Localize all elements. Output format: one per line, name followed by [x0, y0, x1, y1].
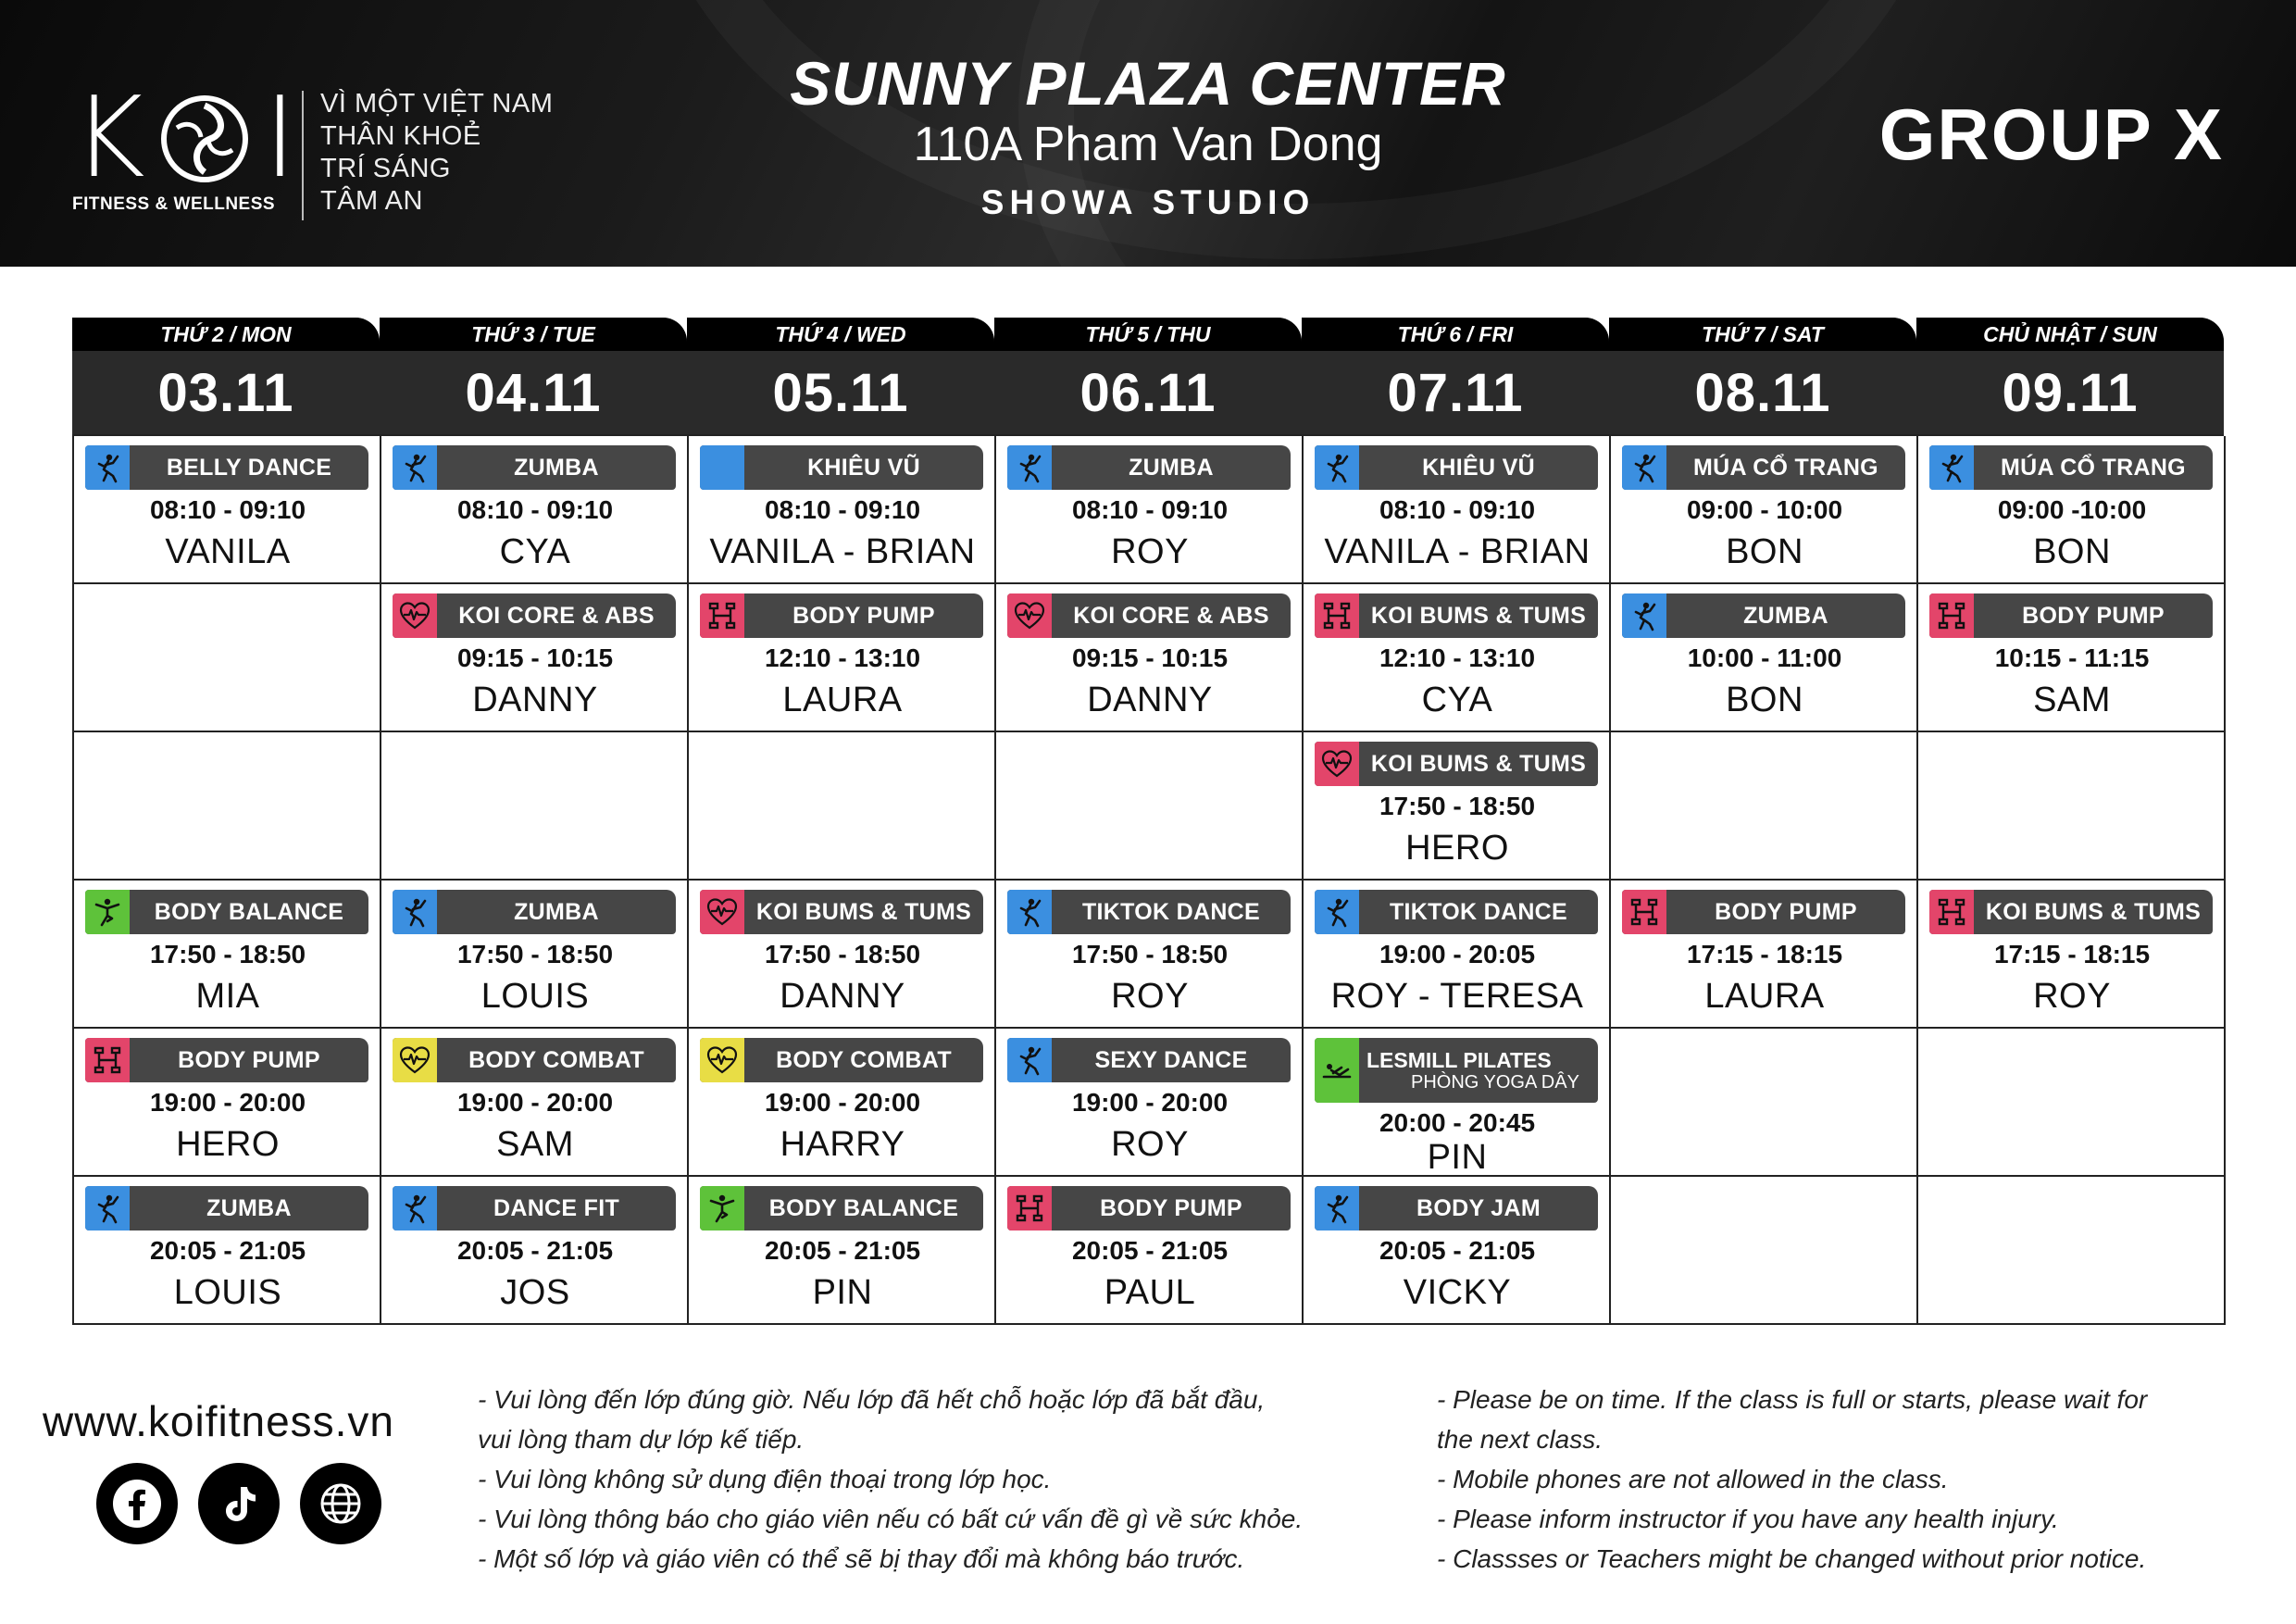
class-teacher: ROY - TERESA: [1330, 977, 1584, 1016]
class-slot: [1918, 881, 2226, 1029]
class-name: BELLY DANCE: [166, 454, 332, 481]
studio-name: SHOWA STUDIO: [980, 183, 1316, 221]
class-teacher: VICKY: [1403, 1273, 1512, 1312]
class-teacher: BON: [2033, 532, 2111, 571]
dancer-icon: [1007, 445, 1052, 490]
logo-divider: [302, 91, 304, 220]
class-time: 08:10 - 09:10: [764, 495, 921, 524]
class-name: BODY BALANCE: [768, 1194, 959, 1221]
heartbeat-icon: [700, 890, 744, 934]
dancer-icon: [1315, 1186, 1359, 1230]
barbell-icon: [1929, 890, 1974, 934]
pilates-icon: [1315, 1038, 1359, 1103]
class-teacher: SAM: [2033, 681, 2111, 719]
class-name: BODY PUMP: [1715, 898, 1857, 925]
class-time: 08:10 - 09:10: [1071, 495, 1229, 524]
empty-slot: [996, 732, 1304, 881]
class-slot: [689, 436, 996, 584]
logo-letter-k: K: [72, 74, 145, 203]
day-name: THỨ 5 / THU: [1085, 322, 1211, 346]
class-name: LESMILL PILATES: [1366, 1048, 1552, 1072]
class-slot: [74, 1177, 381, 1325]
class-slot: [689, 881, 996, 1029]
day-header: [72, 318, 380, 434]
class-title-bar: [1929, 890, 2213, 934]
class-slot: [996, 881, 1304, 1029]
empty-slot: [689, 732, 996, 881]
class-slot: [381, 1177, 689, 1325]
class-slot: [1304, 1177, 1611, 1325]
class-time: 09:15 - 10:15: [456, 643, 614, 672]
day-name: THỨ 3 / TUE: [471, 322, 595, 346]
class-time: 08:10 - 09:10: [1379, 495, 1536, 524]
website-link[interactable]: www.koifitness.vn: [43, 1397, 395, 1445]
class-teacher: HERO: [1405, 829, 1509, 868]
note-line: - Please be on time. If the class is full or starts, please wait for: [1437, 1385, 2148, 1414]
day-header: [687, 318, 994, 434]
note-line: - Classses or Teachers might be changed without prior notice.: [1437, 1544, 2147, 1573]
day-date: 07.11: [1387, 363, 1524, 423]
class-teacher: ROY: [1111, 532, 1189, 571]
class-slot: [381, 881, 689, 1029]
class-name: KHIÊU VŨ: [1422, 454, 1535, 481]
class-teacher: BON: [1726, 532, 1803, 571]
class-title-bar: [85, 1038, 368, 1082]
day-name: CHỦ NHẬT / SUN: [1983, 322, 2157, 346]
class-title-bar: [700, 593, 983, 638]
class-title-bar: [1007, 1038, 1291, 1082]
note-line: vui lòng tham dự lớp kế tiếp.: [478, 1425, 805, 1454]
class-title-bar: [85, 1186, 368, 1230]
class-schedule: [72, 318, 2224, 1325]
class-slot: [1304, 732, 1611, 881]
class-slot: [74, 881, 381, 1029]
dancer-icon: [1622, 593, 1666, 638]
class-time: 19:00 - 20:05: [1379, 940, 1536, 968]
class-title-bar: [1007, 1186, 1291, 1230]
class-slot: [1304, 584, 1611, 732]
class-name: KOI CORE & ABS: [1073, 602, 1269, 629]
class-title-bar: [700, 1186, 983, 1230]
header-banner: [0, 0, 2296, 267]
class-time: 17:50 - 18:50: [149, 940, 306, 968]
class-title-bar: [1315, 890, 1598, 934]
class-title-bar: [393, 1186, 676, 1230]
class-time: 10:00 - 11:00: [1687, 643, 1842, 672]
empty-slot: [74, 584, 381, 732]
class-teacher: VANILA: [165, 532, 291, 571]
day-header: [1916, 318, 2224, 434]
class-name: BODY PUMP: [792, 602, 935, 629]
heartbeat-icon: [1007, 593, 1052, 638]
slogan-line: THÂN KHOẺ: [320, 121, 481, 151]
day-header: [994, 318, 1302, 434]
day-header: [380, 318, 687, 434]
note-line: - Please inform instructor if you have any health injury.: [1437, 1505, 2059, 1533]
class-time: 19:00 - 20:00: [149, 1088, 306, 1117]
barbell-icon: [85, 1038, 130, 1082]
class-name: MÚA CỔ TRANG: [2001, 454, 2186, 481]
class-time: 19:00 - 20:00: [1071, 1088, 1229, 1117]
class-time: 09:15 - 10:15: [1071, 643, 1229, 672]
class-name: KOI CORE & ABS: [458, 602, 655, 629]
slogan-line: TÂM AN: [320, 186, 423, 216]
class-teacher: HERO: [176, 1125, 280, 1164]
class-teacher: SAM: [496, 1125, 574, 1164]
class-slot: [996, 1177, 1304, 1325]
class-teacher: MIA: [195, 977, 260, 1016]
venue-block: [704, 48, 1592, 222]
empty-slot: [381, 732, 689, 881]
dancer-icon: [1007, 1038, 1052, 1082]
class-teacher: CYA: [1421, 681, 1493, 719]
note-line: - Mobile phones are not allowed in the class.: [1437, 1465, 1949, 1493]
day-date: 05.11: [772, 363, 909, 423]
class-title-bar: [700, 1038, 983, 1082]
slogan-line: VÌ MỘT VIỆT NAM: [320, 89, 554, 119]
class-teacher: CYA: [499, 532, 571, 571]
class-room: PHÒNG YOGA DÂY: [1411, 1072, 1579, 1093]
group-title: GROUP X: [1878, 94, 2224, 175]
day-date: 09.11: [2002, 363, 2139, 423]
class-title-bar: [393, 445, 676, 490]
class-name: BODY COMBAT: [468, 1046, 644, 1073]
class-time: 17:15 - 18:15: [1686, 940, 1843, 968]
class-slot: [1611, 584, 1918, 732]
slogan: [320, 88, 553, 218]
empty-slot: [1611, 732, 1918, 881]
class-name: ZUMBA: [514, 898, 599, 925]
class-slot: [381, 1029, 689, 1177]
class-teacher: DANNY: [1087, 681, 1213, 719]
day-name: THỨ 7 / SAT: [1702, 322, 1824, 346]
class-teacher: PIN: [812, 1273, 873, 1312]
class-teacher: ROY: [1111, 1125, 1189, 1164]
class-name: TIKTOK DANCE: [1081, 898, 1261, 925]
dancer-icon: [85, 1186, 130, 1230]
empty-slot: [1918, 1029, 2226, 1177]
class-time: 19:00 - 20:00: [764, 1088, 921, 1117]
globe-icon[interactable]: [300, 1463, 381, 1544]
class-teacher: LOUIS: [480, 977, 590, 1016]
brand-subtitle: FITNESS & WELLNESS: [72, 194, 276, 214]
class-time: 17:50 - 18:50: [456, 940, 614, 968]
day-header: [1609, 318, 1916, 434]
class-teacher: DANNY: [780, 977, 905, 1016]
class-title-bar: [1622, 445, 1905, 490]
class-title-bar: [700, 890, 983, 934]
class-teacher: HARRY: [780, 1125, 905, 1164]
class-slot: [689, 1177, 996, 1325]
dancer-icon: [393, 890, 437, 934]
class-title-bar: [1315, 1186, 1598, 1230]
class-slot: [996, 436, 1304, 584]
dancer-icon: [393, 445, 437, 490]
facebook-icon[interactable]: [96, 1463, 178, 1544]
class-title-bar: [1315, 742, 1598, 786]
class-name: BODY JAM: [1416, 1194, 1541, 1221]
class-slot: [689, 1029, 996, 1177]
class-time: 08:10 - 09:10: [456, 495, 614, 524]
day-date: 04.11: [465, 363, 602, 423]
dancer-icon: [1929, 445, 1974, 490]
tiktok-icon[interactable]: [198, 1463, 280, 1544]
day-name: THỨ 4 / WED: [775, 322, 906, 346]
day-name: THỨ 6 / FRI: [1397, 322, 1514, 346]
class-time: 12:10 - 13:10: [764, 643, 921, 672]
class-time: 09:00 - 10:00: [1686, 495, 1843, 524]
class-teacher: LAURA: [1704, 977, 1825, 1016]
class-teacher: ROY: [2033, 977, 2111, 1016]
class-title-bar: [85, 890, 368, 934]
class-title-bar: [85, 445, 368, 490]
dancer-icon: [1622, 445, 1666, 490]
day-headers: [72, 318, 2224, 434]
class-title-bar: [1622, 890, 1905, 934]
class-name: KHIÊU VŨ: [807, 454, 920, 481]
note-line: the next class.: [1437, 1425, 1603, 1454]
class-name: SEXY DANCE: [1094, 1046, 1248, 1073]
day-date: 06.11: [1079, 363, 1217, 423]
class-time: 20:05 - 21:05: [764, 1236, 921, 1265]
day-date: 08.11: [1694, 363, 1831, 423]
class-name: ZUMBA: [514, 454, 599, 481]
note-line: - Vui lòng đến lớp đúng giờ. Nếu lớp đã hết chỗ hoặc lớp đã bắt đầu,: [478, 1385, 1266, 1414]
class-title-bar: [393, 1038, 676, 1082]
class-title-bar: [1007, 593, 1291, 638]
class-slot: [1918, 436, 2226, 584]
barbell-icon: [700, 593, 744, 638]
day-date: 03.11: [157, 363, 294, 423]
class-time: 20:05 - 21:05: [456, 1236, 614, 1265]
class-teacher: VANILA - BRIAN: [1324, 532, 1591, 571]
class-slot: [1611, 881, 1918, 1029]
class-slot: [381, 584, 689, 732]
class-title-bar: [1315, 593, 1598, 638]
class-teacher: JOS: [500, 1273, 570, 1312]
heartbeat-icon: [393, 1038, 437, 1082]
class-teacher: PIN: [1427, 1138, 1488, 1177]
barbell-icon: [1929, 593, 1974, 638]
barbell-icon: [1315, 593, 1359, 638]
dancer-icon: [1315, 890, 1359, 934]
class-slot: [381, 436, 689, 584]
class-teacher: LOUIS: [173, 1273, 282, 1312]
class-name: BODY PUMP: [2022, 602, 2165, 629]
class-slot: [74, 436, 381, 584]
note-line: - Một số lớp và giáo viên có thể sẽ bị thay đổi mà không báo trước.: [478, 1544, 1245, 1573]
dancer-icon: [1315, 445, 1359, 490]
class-title-bar: [393, 890, 676, 934]
notes-vietnamese: [478, 1380, 1431, 1579]
class-teacher: PAUL: [1104, 1273, 1196, 1312]
class-title-bar: [393, 593, 676, 638]
class-slot: [996, 584, 1304, 732]
social-links: [96, 1463, 381, 1544]
venue-address: 110A Pham Van Dong: [913, 118, 1383, 171]
blank-icon: [700, 445, 744, 490]
class-name: BODY BALANCE: [154, 898, 344, 925]
heartbeat-icon: [393, 593, 437, 638]
barbell-icon: [1622, 890, 1666, 934]
class-title-bar: [1315, 445, 1598, 490]
class-title-bar: [700, 445, 983, 490]
class-time: 12:10 - 13:10: [1379, 643, 1536, 672]
class-slot: [1304, 1029, 1611, 1177]
day-name: THỨ 2 / MON: [160, 322, 292, 346]
koi-logo: [72, 74, 297, 227]
koi-fish-icon: [158, 93, 251, 185]
venue-name: SUNNY PLAZA CENTER: [790, 49, 1506, 118]
empty-slot: [1918, 1177, 2226, 1325]
class-name: TIKTOK DANCE: [1389, 898, 1568, 925]
class-name: BODY COMBAT: [776, 1046, 952, 1073]
schedule-grid: [72, 434, 2224, 1325]
class-time: 09:00 -10:00: [1997, 495, 2147, 524]
empty-slot: [1611, 1177, 1918, 1325]
class-name: KOI BUMS & TUMS: [1985, 898, 2202, 925]
class-teacher: DANNY: [472, 681, 598, 719]
class-title-bar: [1315, 1038, 1598, 1103]
class-time: 10:15 - 11:15: [1994, 643, 2150, 672]
class-slot: [1304, 436, 1611, 584]
empty-slot: [74, 732, 381, 881]
class-name: ZUMBA: [1129, 454, 1214, 481]
class-slot: [689, 584, 996, 732]
slogan-line: TRÍ SÁNG: [320, 154, 451, 183]
empty-slot: [1611, 1029, 1918, 1177]
notes-english: [1437, 1380, 2270, 1579]
balance-icon: [700, 1186, 744, 1230]
class-teacher: BON: [1726, 681, 1803, 719]
class-name: BODY PUMP: [1100, 1194, 1242, 1221]
class-slot: [74, 1029, 381, 1177]
note-line: - Vui lòng thông báo cho giáo viên nếu có bất cứ vấn đề gì về sức khỏe.: [478, 1505, 1304, 1533]
class-name-block: [1359, 1038, 1598, 1103]
class-name: KOI BUMS & TUMS: [1370, 750, 1587, 777]
dancer-icon: [393, 1186, 437, 1230]
class-title-bar: [1929, 593, 2213, 638]
dancer-icon: [1007, 890, 1052, 934]
class-title-bar: [1929, 445, 2213, 490]
class-slot: [1611, 436, 1918, 584]
empty-slot: [1918, 732, 2226, 881]
class-name: KOI BUMS & TUMS: [1370, 602, 1587, 629]
class-title-bar: [1007, 890, 1291, 934]
balance-icon: [85, 890, 130, 934]
class-name: ZUMBA: [1743, 602, 1828, 629]
heartbeat-icon: [700, 1038, 744, 1082]
class-time: 20:05 - 21:05: [1379, 1236, 1536, 1265]
class-time: 17:50 - 18:50: [1071, 940, 1229, 968]
class-name: DANCE FIT: [493, 1194, 620, 1221]
class-name: KOI BUMS & TUMS: [755, 898, 972, 925]
note-line: - Vui lòng không sử dụng điện thoại trong lớp học.: [478, 1465, 1052, 1493]
class-time: 17:50 - 18:50: [764, 940, 921, 968]
class-time: 20:05 - 21:05: [1071, 1236, 1229, 1265]
class-title-bar: [1622, 593, 1905, 638]
class-teacher: LAURA: [782, 681, 903, 719]
barbell-icon: [1007, 1186, 1052, 1230]
class-slot: [1304, 881, 1611, 1029]
class-time: 17:15 - 18:15: [1993, 940, 2151, 968]
class-time: 20:05 - 21:05: [149, 1236, 306, 1265]
class-time: 20:00 - 20:45: [1379, 1108, 1536, 1137]
koi-wordmark: [72, 74, 297, 203]
heartbeat-icon: [1315, 742, 1359, 786]
class-teacher: ROY: [1111, 977, 1189, 1016]
class-time: 19:00 - 20:00: [456, 1088, 614, 1117]
class-time: 08:10 - 09:10: [149, 495, 306, 524]
class-name: BODY PUMP: [178, 1046, 320, 1073]
class-time: 17:50 - 18:50: [1379, 792, 1536, 820]
dancer-icon: [85, 445, 130, 490]
class-title-bar: [1007, 445, 1291, 490]
class-teacher: VANILA - BRIAN: [709, 532, 976, 571]
class-name: ZUMBA: [206, 1194, 292, 1221]
class-slot: [1918, 584, 2226, 732]
class-name: MÚA CỔ TRANG: [1693, 454, 1878, 481]
class-slot: [996, 1029, 1304, 1177]
logo-letter-i: I: [263, 74, 297, 203]
day-header: [1302, 318, 1609, 434]
